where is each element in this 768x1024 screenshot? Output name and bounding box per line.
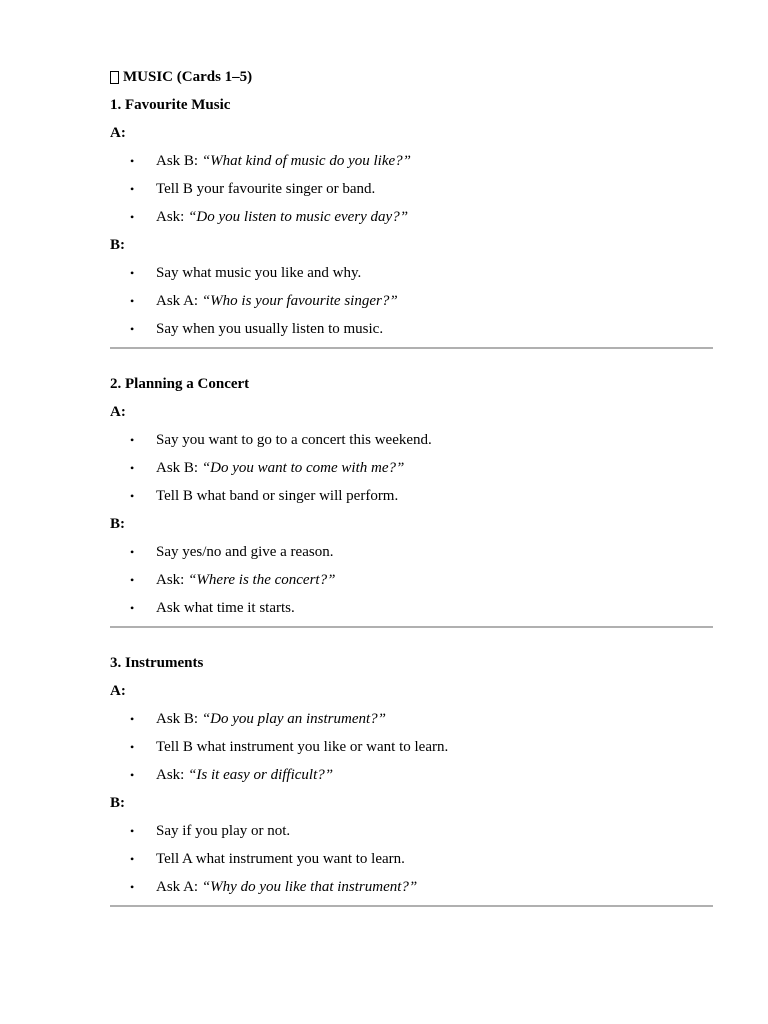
task-list-a xyxy=(110,151,713,227)
list-item: • Ask: “Is it easy or difficult?” xyxy=(130,767,334,783)
bullet-icon: • xyxy=(130,210,135,224)
task-list-b xyxy=(110,821,713,897)
card-heading: 2. Planning a Concert xyxy=(110,376,250,392)
list-item: • Tell B what instrument you like or want to learn. xyxy=(130,739,449,755)
list-item: • Ask what time it starts. xyxy=(130,600,295,616)
bullet-icon: • xyxy=(130,573,135,587)
list-item: • Say if you play or not. xyxy=(130,823,291,839)
bullet-icon: • xyxy=(130,154,135,168)
list-item: • Tell B your favourite singer or band. xyxy=(130,181,376,197)
bullet-icon: • xyxy=(130,433,135,447)
bullet-icon: • xyxy=(130,852,135,866)
role-label-a: A: xyxy=(110,404,126,420)
list-item: • Say what music you like and why. xyxy=(130,265,362,281)
task-list-a xyxy=(110,430,713,506)
card-instruments xyxy=(110,653,713,907)
list-item: • Say yes/no and give a reason. xyxy=(130,544,334,560)
card-planning-a-concert xyxy=(110,374,713,628)
bullet-icon: • xyxy=(130,322,135,336)
bullet-icon: • xyxy=(130,712,135,726)
list-item: • Ask B: “What kind of music do you like?” xyxy=(130,153,411,169)
missing-glyph-icon xyxy=(110,71,119,84)
card-heading: 3. Instruments xyxy=(110,655,204,671)
list-item: • Ask B: “Do you want to come with me?” xyxy=(130,460,405,476)
document-content xyxy=(110,67,713,907)
task-list-b xyxy=(110,542,713,618)
role-label-b: B: xyxy=(110,237,125,253)
bullet-icon: • xyxy=(130,824,135,838)
list-item: • Ask A: “Why do you like that instrument?” xyxy=(130,879,418,895)
list-item: • Tell A what instrument you want to learn. xyxy=(130,851,405,867)
document-title xyxy=(110,67,713,87)
list-item: • Tell B what band or singer will perform. xyxy=(130,488,399,504)
list-item: • Ask: “Do you listen to music every day?” xyxy=(130,209,409,225)
list-item: • Ask: “Where is the concert?” xyxy=(130,572,336,588)
bullet-icon: • xyxy=(130,294,135,308)
section-divider xyxy=(110,626,713,628)
bullet-icon: • xyxy=(130,601,135,615)
bullet-icon: • xyxy=(130,461,135,475)
list-item: • Ask B: “Do you play an instrument?” xyxy=(130,711,387,727)
bullet-icon: • xyxy=(130,740,135,754)
bullet-icon: • xyxy=(130,489,135,503)
bullet-icon: • xyxy=(130,545,135,559)
list-item: • Ask A: “Who is your favourite singer?” xyxy=(130,293,398,309)
bullet-icon: • xyxy=(130,182,135,196)
bullet-icon: • xyxy=(130,880,135,894)
document-title-text: MUSIC (Cards 1–5) xyxy=(123,69,253,85)
card-heading: 1. Favourite Music xyxy=(110,97,231,113)
role-label-b: B: xyxy=(110,795,125,811)
section-divider xyxy=(110,347,713,349)
card-favourite-music xyxy=(110,95,713,349)
list-item: • Say you want to go to a concert this weekend. xyxy=(130,432,432,448)
bullet-icon: • xyxy=(130,768,135,782)
task-list-a xyxy=(110,709,713,785)
role-label-a: A: xyxy=(110,125,126,141)
bullet-icon: • xyxy=(130,266,135,280)
list-item: • Say when you usually listen to music. xyxy=(130,321,384,337)
role-label-b: B: xyxy=(110,516,125,532)
task-list-b xyxy=(110,263,713,339)
section-divider xyxy=(110,905,713,907)
role-label-a: A: xyxy=(110,683,126,699)
